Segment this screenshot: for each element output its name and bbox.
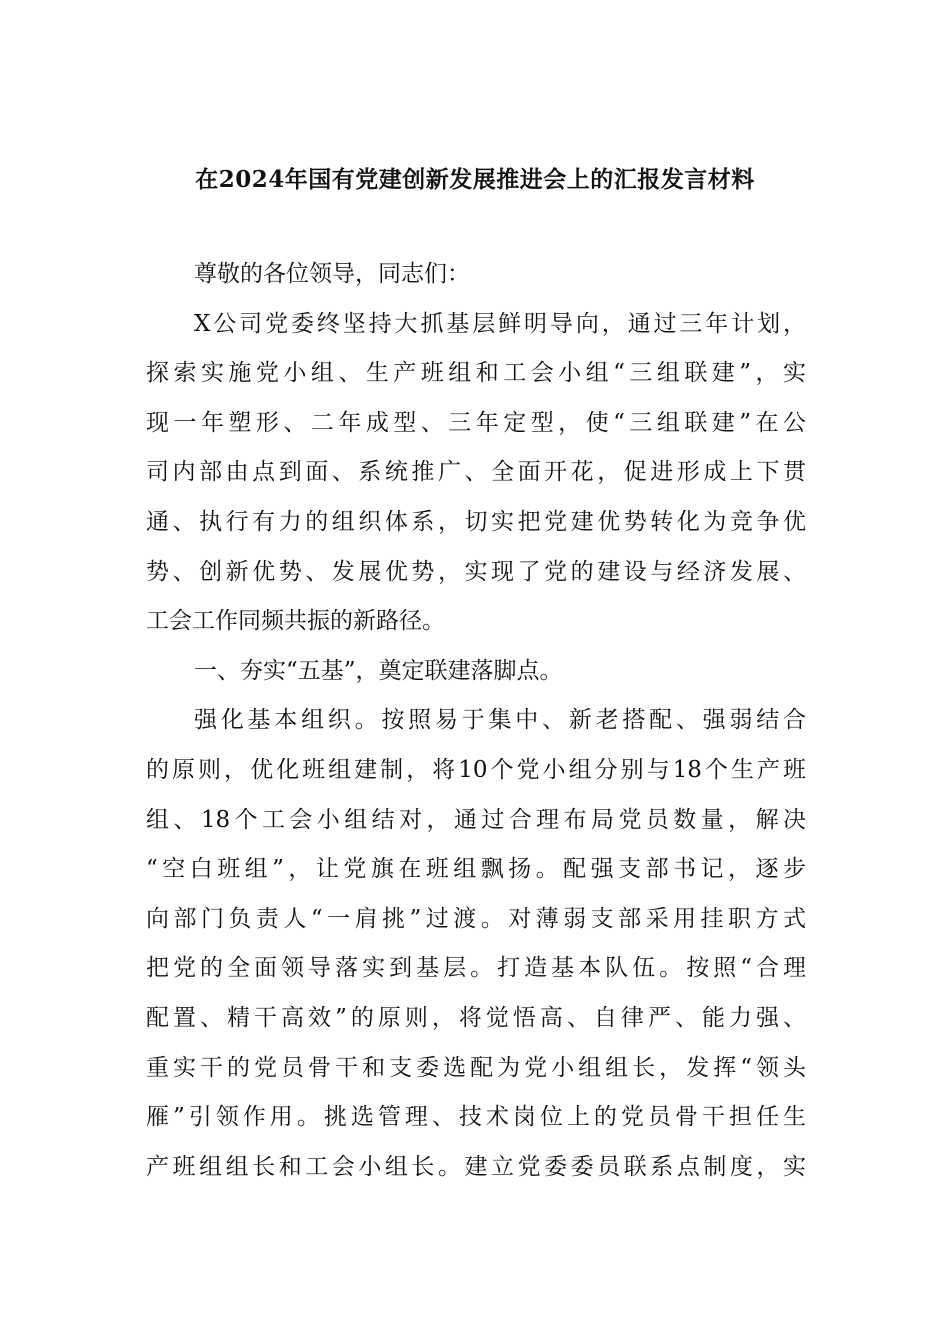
text-line: 把党的全面领导落实到基层。打造基本队伍。按照“合理: [146, 955, 806, 982]
text-line: 通、执行有力的组织体系，切实把党建优势转化为竞争优: [146, 508, 806, 535]
text-line: 组、18个工会小组结对，通过合理布局党员数量，解决: [146, 806, 806, 833]
text-line: 配置、精干高效”的原则，将觉悟高、自律严、能力强、: [146, 1004, 806, 1031]
text-line: X公司党委终坚持大抓基层鲜明导向，通过三年计划，: [194, 310, 806, 337]
text-line: 尊敬的各位领导，同志们：: [194, 261, 470, 287]
document-body: [146, 250, 806, 1192]
document-title: 在2024年国有党建创新发展推进会上的汇报发言材料: [195, 166, 755, 193]
text-line: 司内部由点到面、系统推广、全面开花，促进形成上下贯: [146, 459, 806, 486]
text-line: 工会工作同频共振的新路径。: [146, 608, 445, 635]
text-line: 一、夯实“五基”，奠定联建落脚点。: [194, 657, 563, 684]
text-line: 向部门负责人“一肩挑”过渡。对薄弱支部采用挂职方式: [146, 905, 806, 932]
text-line: 现一年塑形、二年成型、三年定型，使“三组联建”在公: [146, 409, 806, 436]
text-line: “空白班组”，让党旗在班组飘扬。配强支部书记，逐步: [146, 856, 806, 883]
text-line: 强化基本组织。按照易于集中、新老搭配、强弱结合: [194, 707, 806, 734]
text-line: 势、创新优势、发展优势，实现了党的建设与经济发展、: [146, 558, 806, 585]
text-line: 探索实施党小组、生产班组和工会小组“三组联建”，实: [146, 360, 806, 387]
text-line: 产班组组长和工会小组长。建立党委委员联系点制度，实: [146, 1153, 806, 1180]
text-line: 的原则，优化班组建制，将10个党小组分别与18个生产班: [146, 756, 806, 783]
text-line: 雁”引领作用。挑选管理、技术岗位上的党员骨干担任生: [146, 1104, 806, 1131]
text-line: 重实干的党员骨干和支委选配为党小组组长，发挥“领头: [146, 1054, 806, 1081]
